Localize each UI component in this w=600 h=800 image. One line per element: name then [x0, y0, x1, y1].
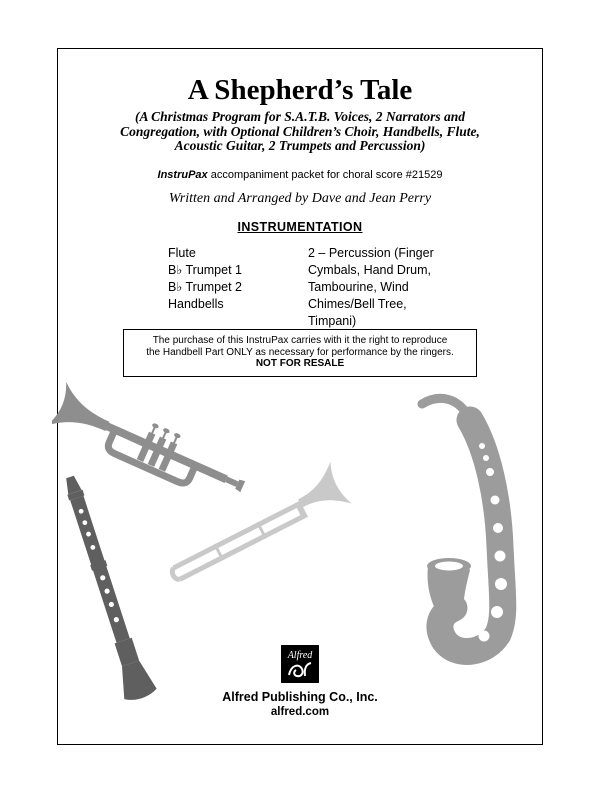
packet-description [57, 169, 543, 181]
alfred-logo-text: Alfred [287, 650, 313, 661]
instrument-item-line: Chimes/Bell Tree, [308, 297, 407, 311]
subtitle-line: Acoustic Guitar, 2 Trumpets and Percussion) [174, 138, 426, 153]
clarinet-illustration-icon [20, 475, 170, 715]
subtitle [57, 110, 543, 154]
subtitle-line: Congregation, with Optional Children’s Choir, Handbells, Flute, [120, 123, 480, 139]
license-notice-line: the Handbell Part ONLY as necessary for performance by the ringers. [146, 346, 454, 358]
saxophone-illustration-icon [398, 388, 568, 683]
page-title: A Shepherd’s Tale [187, 74, 413, 106]
instrupax-brand: InstruPax [157, 169, 208, 181]
instrument-item: Flute [168, 246, 196, 260]
trombone-illustration-icon [158, 458, 368, 613]
instrument-list-right [308, 245, 483, 330]
instrument-item-line: Cymbals, Hand Drum, [308, 263, 431, 277]
instrument-item: B♭ Trumpet 1 [168, 263, 242, 277]
instrument-item-line: Tambourine, Wind [308, 280, 409, 294]
license-notice-line: The purchase of this InstruPax carries with it the right to reproduce [152, 335, 448, 346]
publisher-name: Alfred Publishing Co., Inc. [222, 690, 378, 704]
alfred-logo [281, 645, 319, 683]
instrument-item-line: Timpani) [308, 314, 357, 328]
instrument-item-line: 2 – Percussion (Finger [308, 246, 434, 260]
instrumentation-heading: INSTRUMENTATION [237, 220, 363, 234]
credit-line: Written and Arranged by Dave and Jean Perry [168, 191, 432, 206]
not-for-resale-label: NOT FOR RESALE [255, 358, 345, 369]
instrument-item: Handbells [168, 297, 224, 311]
publisher-website: alfred.com [270, 706, 330, 718]
packet-description-text: accompaniment packet for choral score #21529 [207, 169, 443, 181]
instrument-list-left [168, 245, 242, 313]
instrument-item: B♭ Trumpet 2 [168, 280, 242, 294]
subtitle-line: (A Christmas Program for S.A.T.B. Voices, 2 Narrators and [135, 109, 465, 124]
